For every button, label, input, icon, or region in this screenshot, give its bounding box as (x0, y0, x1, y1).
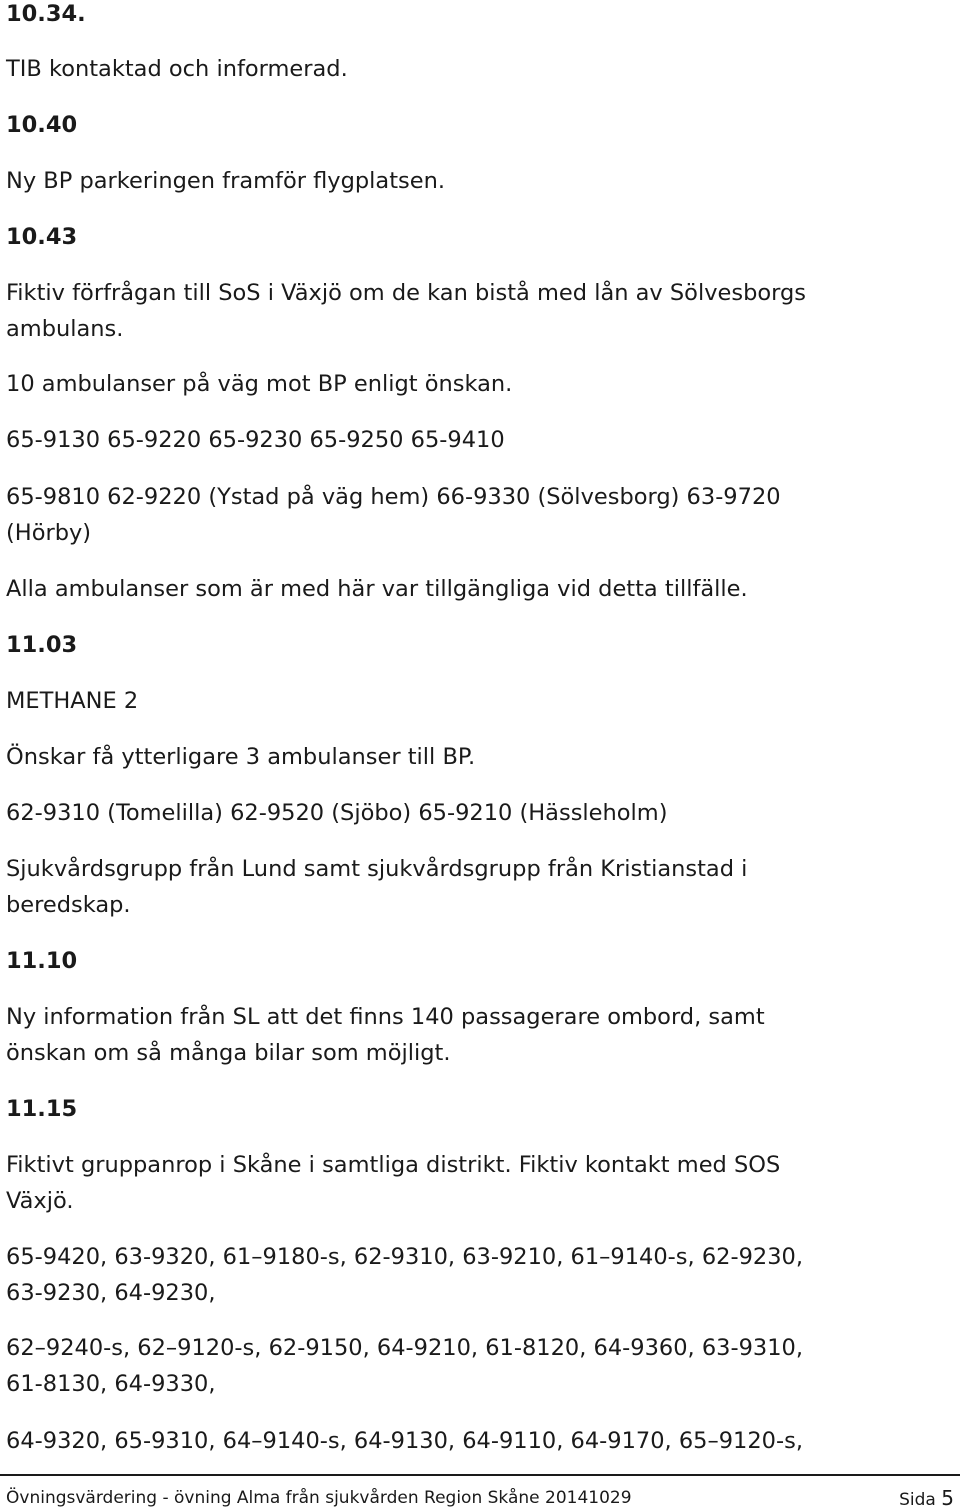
text-line: Önskar få ytterligare 3 ambulanser till BP. (6, 744, 476, 770)
text-line: 63-9230, 64-9230, (6, 1280, 216, 1306)
time-heading: 11.03 (6, 632, 78, 658)
page-label: Sida (899, 1490, 936, 1510)
text-line: 65-9130 65-9220 65-9230 65-9250 65-9410 (6, 427, 505, 453)
time-heading: 11.10 (6, 948, 78, 974)
time-heading: 10.43 (6, 224, 78, 250)
text-line: 10 ambulanser på väg mot BP enligt önskan. (6, 371, 513, 397)
time-heading: 10.40 (6, 112, 78, 138)
text-line: Sjukvårdsgrupp från Lund samt sjukvårdsgrupp från Kristianstad i (6, 856, 748, 882)
time-heading: 10.34. (6, 1, 86, 27)
time-heading: 11.15 (6, 1096, 78, 1122)
text-line: beredskap. (6, 892, 131, 918)
text-line: Alla ambulanser som är med här var tillgängliga vid detta tillfälle. (6, 576, 748, 602)
text-line: Växjö. (6, 1188, 74, 1214)
text-line: ambulans. (6, 316, 124, 342)
text-line: (Hörby) (6, 520, 92, 546)
footer-title: Övningsvärdering - övning Alma från sjukvården Region Skåne 20141029 (6, 1488, 632, 1508)
text-line: 62–9240-s, 62–9120-s, 62-9150, 64-9210, 61-8120, 64-9360, 63-9310, (6, 1335, 803, 1361)
text-line: Ny BP parkeringen framför flygplatsen. (6, 168, 446, 194)
page-number: 5 (941, 1486, 954, 1510)
text-line: Ny information från SL att det finns 140 passagerare ombord, samt (6, 1004, 765, 1030)
footer-divider (0, 1474, 960, 1476)
text-line: önskan om så många bilar som möjligt. (6, 1040, 451, 1066)
text-line: Fiktiv förfrågan till SoS i Växjö om de kan bistå med lån av Sölvesborgs (6, 280, 806, 306)
text-line: 62-9310 (Tomelilla) 62-9520 (Sjöbo) 65-9210 (Hässleholm) (6, 800, 668, 826)
text-line: 65-9810 62-9220 (Ystad på väg hem) 66-9330 (Sölvesborg) 63-9720 (6, 484, 781, 510)
footer-page (899, 1486, 954, 1512)
text-line: 61-8130, 64-9330, (6, 1371, 216, 1397)
text-line: TIB kontaktad och informerad. (6, 56, 348, 82)
text-line: Fiktivt gruppanrop i Skåne i samtliga distrikt. Fiktiv kontakt med SOS (6, 1152, 781, 1178)
text-line: METHANE 2 (6, 688, 139, 714)
text-line: 64-9320, 65-9310, 64–9140-s, 64-9130, 64-9110, 64-9170, 65–9120-s, (6, 1428, 803, 1454)
text-line: 65-9420, 63-9320, 61–9180-s, 62-9310, 63-9210, 61–9140-s, 62-9230, (6, 1244, 803, 1270)
